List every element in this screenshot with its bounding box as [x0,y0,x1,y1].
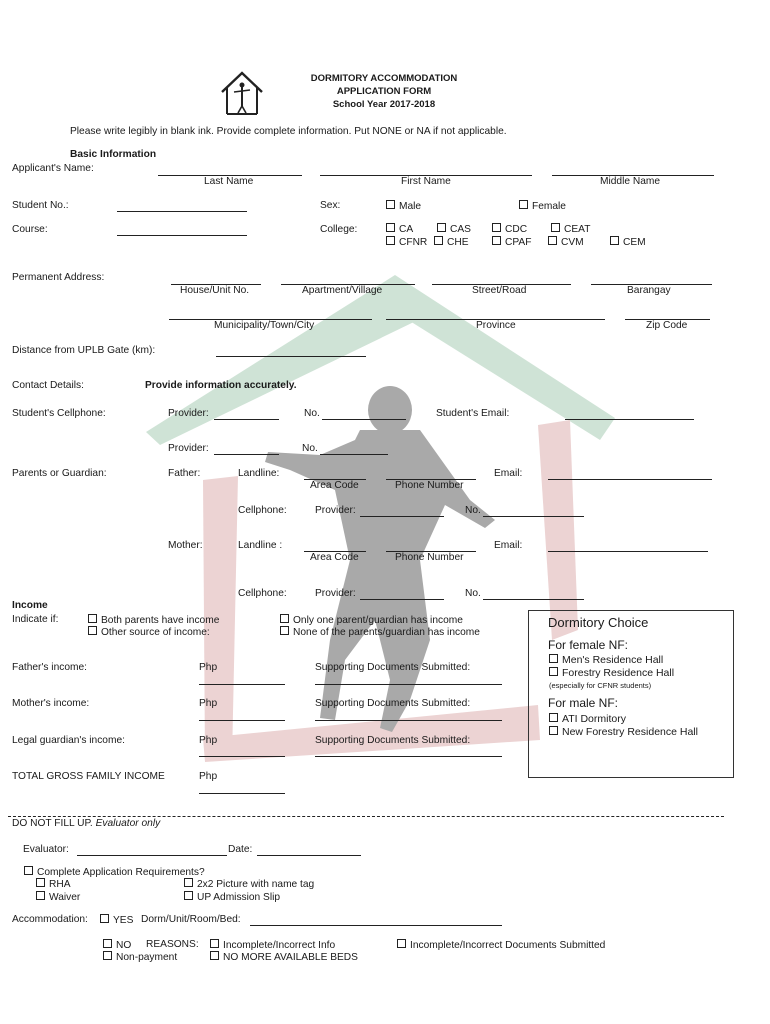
male-nf-title: For male NF: [548,696,619,710]
mens-hall-option[interactable] [549,654,663,666]
checkbox-icon[interactable] [492,223,501,232]
college-option-label: CEM [623,237,646,248]
college-option-ca[interactable] [386,223,413,235]
student-no-field[interactable] [117,211,247,212]
mother-provider-label: Provider: [315,588,356,599]
guardian-income-field[interactable] [199,756,285,757]
yes-option[interactable] [100,914,133,926]
checkbox-icon[interactable] [548,236,557,245]
male-option[interactable] [386,200,421,212]
college-option-cfnr[interactable] [386,236,427,248]
father-docs-label: Supporting Documents Submitted: [315,662,471,673]
house-caption: House/Unit No. [180,285,250,296]
mother-docs-field[interactable] [315,720,502,721]
first-name-caption: First Name [401,176,451,187]
apartment-caption: Apartment/Village [302,285,383,296]
complete-requirements-option[interactable] [24,866,205,878]
checkbox-icon[interactable] [437,223,446,232]
dormitory-choice-box [528,610,734,778]
course-label: Course: [12,224,48,235]
no-income-label: None of the parents/guardian has income [293,627,480,638]
college-option-cdc[interactable] [492,223,527,235]
phone-2-field[interactable] [320,454,388,455]
student-no-label: Student No.: [12,200,69,211]
house-logo-icon [220,70,264,116]
checkbox-icon[interactable] [184,891,193,900]
no-income-option[interactable] [280,626,480,638]
watermark-wall-right [538,420,578,640]
no-2-label: No. [302,443,318,454]
student-cellphone-label: Student's Cellphone: [12,408,106,419]
incomplete-info-option[interactable] [210,939,335,951]
checkbox-icon[interactable] [386,223,395,232]
both-income-option[interactable] [88,614,219,626]
mens-hall-label: Men's Residence Hall [562,654,664,666]
forestry-note: (especially for CFNR students) [549,681,652,690]
student-phone-field[interactable] [322,419,406,420]
college-option-cvm[interactable] [548,236,584,248]
cut-line-divider [8,816,724,817]
father-landline-label: Landline: [238,468,280,479]
father-income-label: Father's income: [12,662,87,673]
no-option[interactable] [103,939,131,951]
checkbox-icon[interactable] [386,200,395,209]
distance-label: Distance from UPLB Gate (km): [12,345,156,356]
father-email-label: Email: [494,468,523,479]
evaluator-notice [12,818,160,829]
form-header [268,72,500,111]
forestry-hall-option[interactable] [549,667,674,679]
checkbox-icon[interactable] [280,614,289,623]
checkbox-icon[interactable] [36,891,45,900]
ati-dorm-option[interactable] [549,713,626,725]
applicant-name-label: Applicant's Name: [12,163,94,174]
complete-requirements-label: Complete Application Requirements? [37,867,205,878]
student-email-field[interactable] [565,419,694,420]
checkbox-icon[interactable] [36,878,45,887]
incomplete-docs-label: Incomplete/Incorrect Documents Submitted [410,940,606,951]
evaluator-field[interactable] [77,855,227,856]
checkbox-icon[interactable] [610,236,619,245]
rha-label: RHA [49,879,71,890]
rha-option[interactable] [36,878,71,890]
college-option-cem[interactable] [610,236,646,248]
mother-landline-label: Landline : [238,540,283,551]
mother-cellphone-label: Cellphone: [238,588,287,599]
reasons-label: REASONS: [146,939,199,950]
checkbox-icon[interactable] [88,626,97,635]
other-income-label: Other source of income: [101,627,210,638]
college-option-label: CFNR [399,237,428,248]
father-docs-field[interactable] [315,684,502,685]
college-option-label: CAS [450,224,471,235]
total-php-label: Php [199,771,218,782]
college-option-cas[interactable] [437,223,471,235]
course-field[interactable] [117,235,247,236]
mother-email-label: Email: [494,540,523,551]
header-subtitle: APPLICATION FORM [336,86,432,97]
college-option-label: CEAT [564,224,591,235]
total-income-field[interactable] [199,793,285,794]
provider-2-label: Provider: [168,443,209,454]
checkbox-icon[interactable] [103,939,112,948]
dorm-room-label: Dorm/Unit/Room/Bed: [141,914,241,925]
other-income-option[interactable] [88,626,210,638]
accommodation-label: Accommodation: [12,914,88,925]
distance-field[interactable] [216,356,366,357]
mother-no-label: No. [465,588,481,599]
student-provider-field[interactable] [214,419,279,420]
guardian-docs-field[interactable] [315,756,502,757]
dorm-room-field[interactable] [250,925,502,926]
nonpayment-option[interactable] [103,951,177,963]
admission-option[interactable] [184,891,280,903]
college-option-ceat[interactable] [551,223,590,235]
father-label: Father: [168,468,201,479]
student-no-short-label: No. [304,408,320,419]
college-label: College: [320,224,358,235]
checkbox-icon[interactable] [24,866,33,875]
phone-number-caption: Phone Number [395,480,464,491]
guardian-docs-label: Supporting Documents Submitted: [315,735,471,746]
college-option-che[interactable] [434,236,469,248]
ati-dorm-label: ATI Dormitory [562,713,626,725]
father-income-field[interactable] [199,684,285,685]
checkbox-icon[interactable] [210,951,219,960]
mother-provider-field[interactable] [360,599,444,600]
incomplete-info-label: Incomplete/Incorrect Info [223,940,336,951]
checkbox-icon[interactable] [184,878,193,887]
father-cell-field[interactable] [483,516,584,517]
zip-caption: Zip Code [646,320,688,331]
checkbox-icon[interactable] [397,939,406,948]
donotfill-label: DO NOT FILL UP. [12,818,93,829]
header-title: DORMITORY ACCOMMODATION [310,73,458,84]
father-no-label: No. [465,505,481,516]
checkbox-icon[interactable] [549,667,558,676]
checkbox-icon[interactable] [492,236,501,245]
female-option[interactable] [519,200,566,212]
student-email-label: Student's Email: [436,408,510,419]
last-name-caption: Last Name [204,176,254,187]
mother-docs-label: Supporting Documents Submitted: [315,698,471,709]
middle-name-caption: Middle Name [600,176,661,187]
checkbox-icon[interactable] [549,713,558,722]
provider-2-field[interactable] [214,454,279,455]
municipality-caption: Municipality/Town/City [214,320,315,331]
mother-cell-field[interactable] [483,599,584,600]
checkbox-icon[interactable] [210,939,219,948]
area-code-caption: Area Code [310,480,359,491]
evaluator-only-label: Evaluator only [95,818,161,829]
total-income-label: TOTAL GROSS FAMILY INCOME [12,771,165,782]
date-label: Date: [228,844,253,855]
checkbox-icon[interactable] [519,200,528,209]
picture-label: 2x2 Picture with name tag [197,879,315,890]
checkbox-icon[interactable] [549,654,558,663]
guardian-income-label: Legal guardian's income: [12,735,125,746]
forestry-hall-label: Forestry Residence Hall [562,667,675,679]
female-label: Female [532,201,566,212]
checkbox-icon[interactable] [434,236,443,245]
date-field[interactable] [257,855,361,856]
guardian-php-label: Php [199,735,218,746]
phone-number-caption-2: Phone Number [395,552,464,563]
both-income-label: Both parents have income [101,615,220,626]
no-label: NO [116,940,132,951]
waiver-option[interactable] [36,891,80,903]
new-forestry-label: New Forestry Residence Hall [562,726,698,738]
college-option-label: CHE [447,237,469,248]
parents-label: Parents or Guardian: [12,468,107,479]
male-label: Male [399,201,422,212]
admission-label: UP Admission Slip [197,892,281,903]
area-code-caption-2: Area Code [310,552,359,563]
header-school-year: School Year 2017-2018 [332,99,436,110]
mother-email-field[interactable] [548,551,708,552]
checkbox-icon[interactable] [88,614,97,623]
sex-label: Sex: [320,200,341,211]
nonpayment-label: Non-payment [116,952,178,963]
college-option-label: CVM [561,237,584,248]
checkbox-icon[interactable] [386,236,395,245]
one-income-option[interactable] [280,614,463,626]
college-option-cpaf[interactable] [492,236,531,248]
checkbox-icon[interactable] [549,726,558,735]
waiver-label: Waiver [49,892,81,903]
college-option-label: CPAF [505,237,532,248]
father-cellphone-label: Cellphone: [238,505,287,516]
college-option-label: CA [399,224,414,235]
checkbox-icon[interactable] [551,223,560,232]
watermark-floor [203,705,540,762]
father-php-label: Php [199,662,218,673]
no-beds-label: NO MORE AVAILABLE BEDS [223,952,358,963]
father-provider-field[interactable] [360,516,444,517]
checkbox-icon[interactable] [103,951,112,960]
checkbox-icon[interactable] [280,626,289,635]
basic-info-heading: Basic Information [70,149,157,160]
street-caption: Street/Road [472,285,527,296]
father-provider-label: Provider: [315,505,356,516]
father-email-field[interactable] [548,479,712,480]
mother-income-field[interactable] [199,720,285,721]
dormitory-choice-title: Dormitory Choice [548,615,649,630]
instructions: Please write legibly in blank ink. Provide complete information. Put NONE or NA if not applicable. [70,126,507,137]
indicate-label: Indicate if: [12,614,59,625]
evaluator-label: Evaluator: [23,844,69,855]
mother-php-label: Php [199,698,218,709]
new-forestry-option[interactable] [549,726,698,738]
contact-details-label: Contact Details: [12,380,84,391]
female-nf-title: For female NF: [548,638,629,652]
student-provider-label: Provider: [168,408,209,419]
one-income-label: Only one parent/guardian has income [293,615,463,626]
yes-label: YES [113,915,134,926]
contact-note: Provide information accurately. [145,380,297,391]
incomplete-docs-option[interactable] [397,939,605,951]
income-heading: Income [12,600,48,611]
checkbox-icon[interactable] [100,914,109,923]
province-caption: Province [476,320,516,331]
mother-label: Mother: [168,540,203,551]
picture-option[interactable] [184,878,314,890]
mother-income-label: Mother's income: [12,698,90,709]
barangay-caption: Barangay [627,285,671,296]
college-option-label: CDC [505,224,528,235]
permanent-address-label: Permanent Address: [12,272,105,283]
no-beds-option[interactable] [210,951,358,963]
